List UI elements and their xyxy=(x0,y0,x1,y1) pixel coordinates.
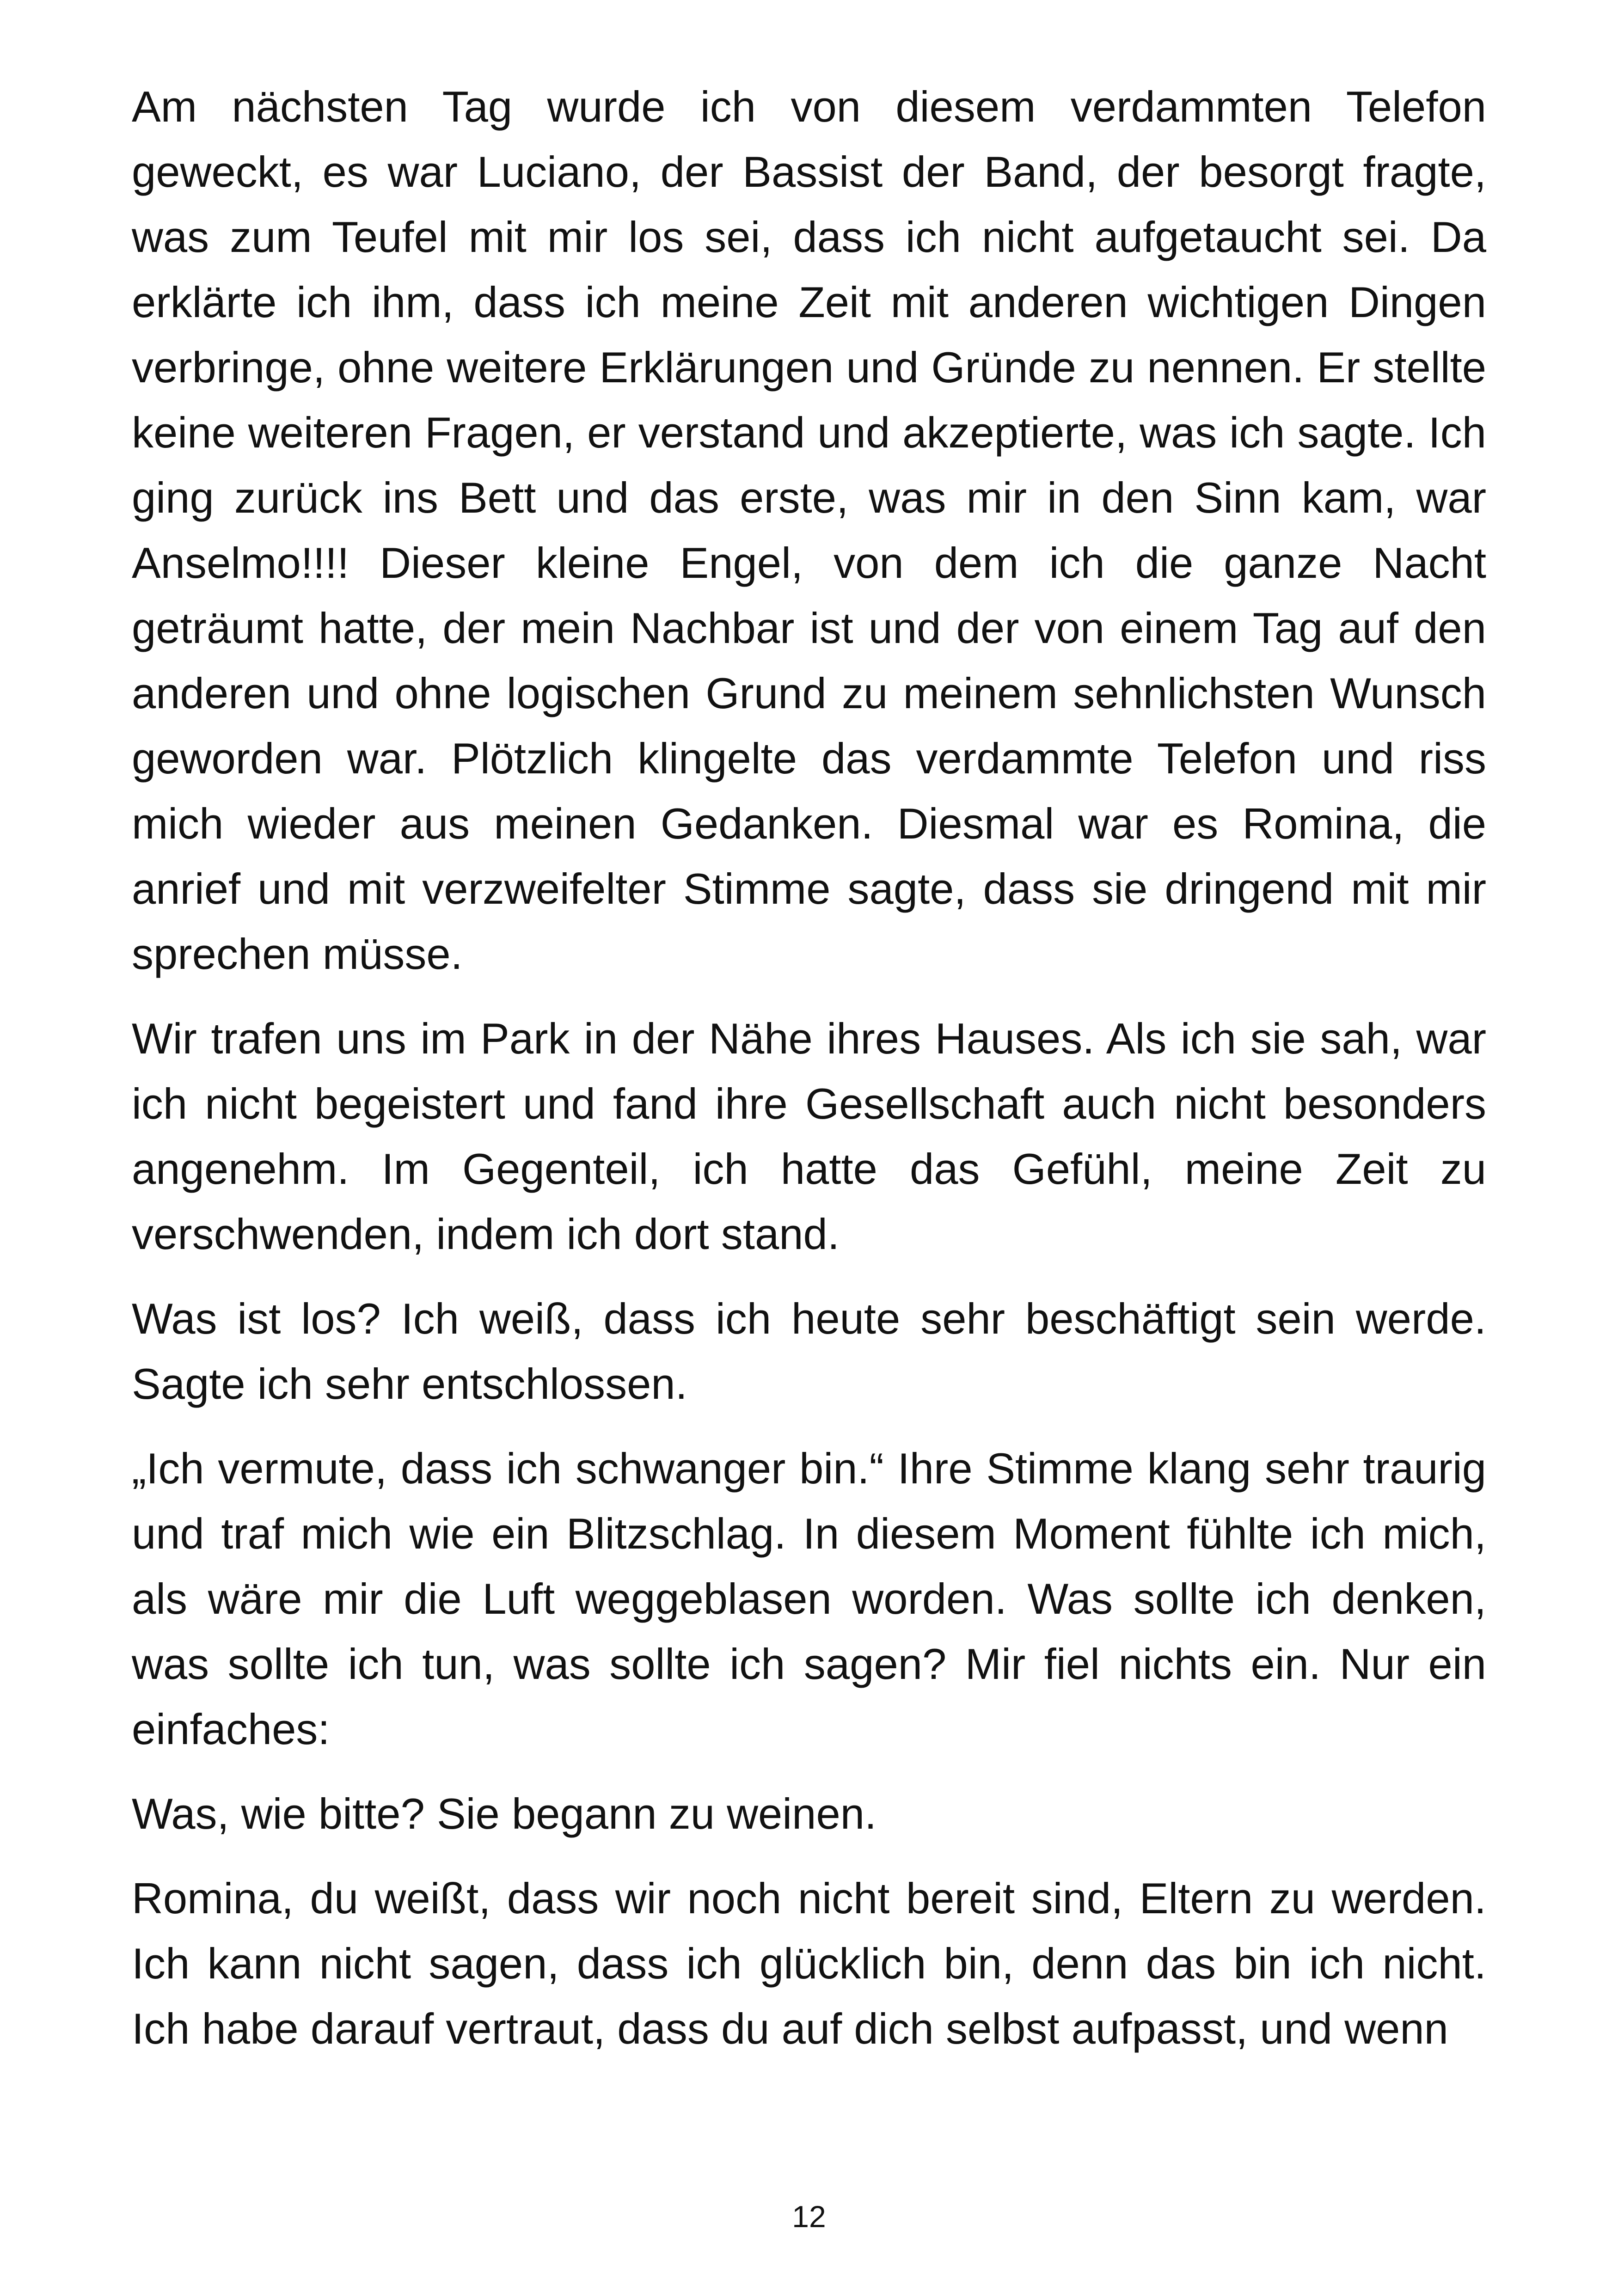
paragraph-2: Wir trafen uns im Park in der Nähe ihres Hauses. Als ich sie sah, war ich nicht begeistert und fand ihre Gesellschaft auch nicht besonders angenehm. Im Gegenteil, ich hatte das Gefühl, meine Zeit zu verschwenden, indem ich dort stand. xyxy=(132,1014,1486,1258)
paragraph-4: „Ich vermute, dass ich schwanger bin.“ Ihre Stimme klang sehr traurig und traf mich wie ein Blitzschlag. In diesem Moment fühlte ich mich, als wäre mir die Luft weggeblasen worden. Was sollte ich denken, was sollte ich tun, was sollte ich sagen? Mir fiel nichts ein. Nur ein einfaches: xyxy=(132,1444,1486,1753)
body-text xyxy=(132,74,1486,2081)
paragraph-3: Was ist los? Ich weiß, dass ich heute sehr beschäftigt sein werde. Sagte ich sehr entschlossen. xyxy=(132,1294,1486,1408)
paragraph-5: Was, wie bitte? Sie begann zu weinen. xyxy=(132,1789,877,1838)
page-number: 12 xyxy=(792,2199,826,2234)
paragraph-1: Am nächsten Tag wurde ich von diesem verdammten Telefon geweckt, es war Luciano, der Bassist der Band, der besorgt fragte, was zum Teufel mit mir los sei, dass ich nicht aufgetaucht sei. Da erklärte ich ihm, dass ich meine Zeit mit anderen wichtigen Dingen verbringe, ohne weitere Erklärungen und Gründe zu nennen. Er stellte keine weiteren Fragen, er verstand und akzeptierte, was ich sagte. Ich ging zurück ins Bett und das erste, was mir in den Sinn kam, war Anselmo!!!! Dieser kleine Engel, von dem ich die ganze Nacht geträumt hatte, der mein Nachbar ist und der von einem Tag auf den anderen und ohne logischen Grund zu meinem sehnlichsten Wunsch geworden war. Plötzlich klingelte das verdammte Telefon und riss mich wieder aus meinen Gedanken. Diesmal war es Romina, die anrief und mit verzweifelter Stimme sagte, dass sie dringend mit mir sprechen müsse. xyxy=(132,82,1486,978)
paragraph-6: Romina, du weißt, dass wir noch nicht bereit sind, Eltern zu werden. Ich kann nicht sagen, dass ich glücklich bin, denn das bin ich nicht. Ich habe darauf vertraut, dass du auf dich selbst aufpasst, und wenn xyxy=(132,1874,1486,2053)
